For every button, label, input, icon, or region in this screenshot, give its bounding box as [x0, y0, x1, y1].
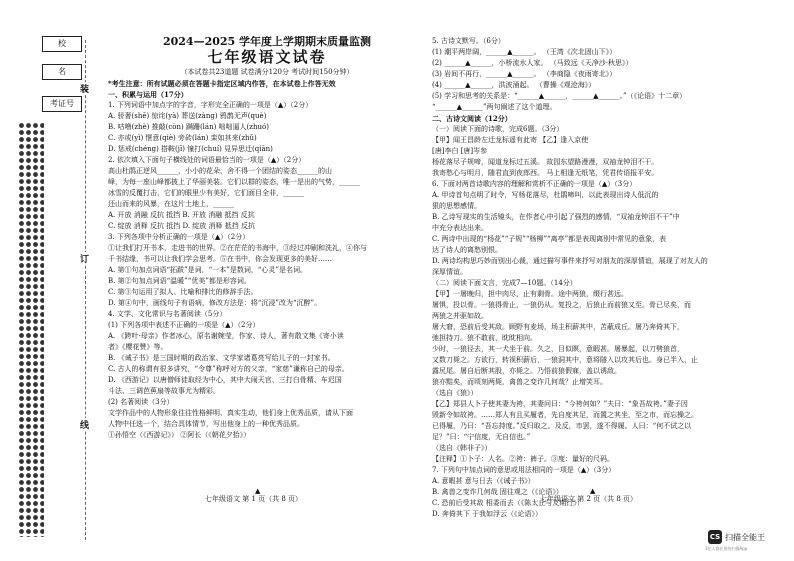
text-line: 还山而来的风暴，在这片土地上，______ [108, 200, 234, 208]
text-line: (4) ______▲______，洪波涌起。 （曹操《观沧海》） [432, 81, 596, 89]
text-line: 杨花落尽子规啼，闻道龙标过五溪。 故园东望路漫漫，双袖龙钟泪不干。 [432, 158, 659, 166]
text-line: (2) ______▲______，小桥流水人家。 （马致远《天净沙·秋思》） [432, 59, 633, 67]
text-line: 文学作品中的人物形象往往性格鲜明、真实生动，他们身上优秀品质，请从下面 [108, 409, 353, 417]
left-footer: 七年级语文 第 1 页（共 8 页） [205, 495, 303, 503]
exam-info: （本试卷共23道题 试卷满分120分 考试时间150分钟） [180, 68, 354, 76]
text-line: (1) 潮平两岸阔，______▲______。 （王湾《次北固山下》） [432, 48, 617, 56]
text-line: 屠惧，投以骨。一狼得骨止，一狼仍从。复投之，后狼止而前狼又至。骨已尽矣，而 [432, 301, 691, 309]
scanner-name: 扫描全能王 [725, 532, 765, 542]
text-line: 高山杜鹃正逆风______，小小的花朵，舍不得一个团结的姿态______的山 [108, 167, 332, 175]
text-line: 弛担持刀。狼不敢前，眈眈相向。 [432, 334, 537, 342]
text-line: C. 第③句运用了拟人、比喻和排比的修辞手法。 [108, 288, 258, 296]
text-line: ①孙悟空（《西游记》） ②阿长（《朝花夕拾》） [108, 431, 251, 439]
text-line: ①让我们打开书本，走进书的世界。②在茫茫的书海中，③经过冲刷和洗礼，④你与 [108, 244, 367, 252]
text-line: 二、古诗文阅读（12分） [432, 114, 512, 123]
left-questions [108, 89, 426, 441]
binding-line [85, 40, 86, 540]
text-line: D. 第④句中，画线句子有语病，修改方法是：将“沉浸”改为“沉醉”。 [108, 299, 322, 307]
text-line: B. 禽兽之变诈几何哉 固往观之（《论语》） [432, 488, 563, 496]
text-line: C. 两诗中出现的“杨花”“子规”“杨柳”“离亭”都是表现离别中常见的意象，表 [432, 235, 667, 243]
binding-mark-ding: 订 [80, 252, 89, 265]
text-line: B. 《诫子书》是三国时期的政治家、文学家诸葛亮写给儿子的一封家书。 [108, 354, 335, 362]
right-footer: 七年级语文 第 2 页（共 8 页） [540, 495, 638, 503]
text-line: C. 恐前后受其敌 相委而去（《陈太丘与友期行》） [432, 499, 584, 507]
text-line: 狠的思想感情。 [432, 202, 481, 210]
text-line: 【注释】①卜子：人名。②袴：裤子。③度：量好的尺码。 [432, 455, 614, 463]
camscanner-logo-icon: CS [708, 530, 722, 544]
text-line: 达了诗人的离愁别恨。 [432, 246, 502, 254]
text-line: B. 第②句加点词语“温暖”“优美”都是形容词。 [108, 277, 251, 285]
text-line: 峰，为每一座山峰都披上了华丽美装。它们以群的姿态，唯一是出的气势，______ [108, 178, 360, 186]
text-line: “______▲______”两句阐述了这个道理。 [432, 103, 557, 111]
name-field: 名 [42, 64, 82, 80]
school-field: 校 [42, 36, 82, 52]
text-line: 露尻尾。屠自后断其股，亦毙之。乃悟前狼假寐，盖以诱敌。 [432, 367, 621, 375]
year-title: 2024—2025 学年度上学期期末质量监测 [162, 36, 372, 47]
text-line: （一）阅读下面的诗歌，完成6题。（3分） [432, 125, 564, 133]
text-line: D. 两诗均构思巧妙而别出心裁，通过描写事件来抒写对朋友的深厚情谊，展现了对友人的 [432, 257, 708, 265]
text-line: A. 骄奢(shē) 惊诧(yà) 葬送(zàng) 鸦鹊无声(què) [108, 112, 267, 120]
text-line: 毁新令如故袴。……郑人有且买履者，先自度其足，而置之其坐，至之市，而忘操之。 [432, 411, 698, 419]
text-line: D. 奔倚其下 于我如浮云（《论语》） [432, 510, 543, 518]
text-line: (5) 学习和思考的关系是：“______▲______，______▲______。”（《论语》十二章） [432, 92, 687, 100]
binding-mark-zhuang: 装 [80, 82, 89, 95]
text-line: 少时，一狼径去，其一犬坐于前。久之，目似瞑，意暇甚。屠暴起，以刀劈狼首， [432, 345, 684, 353]
scanner-watermark [708, 530, 765, 544]
text-line: (1) 下列各项中表述不正确的一项是（▲）（2分） [108, 321, 260, 329]
text-line: C. 亦或(yì) 惬意(qiè) 旁砖(lán) 栾如其来(zhǔ) [108, 134, 257, 142]
text-line: (2) 名著阅读（3分） [108, 398, 174, 406]
text-line: 我寄愁心与明月，随君直到夜郎西。 马上相逢无纸笔，凭君传语报平安。 [432, 169, 659, 177]
text-line: B. 乙诗写现实的生活镜头，在作者心中引起了强烈的感情，“双袖龙钟泪不干”中 [432, 213, 680, 221]
text-line: 屠大窘，恐前后受其敌。顾野有麦场，场主积薪其中，苫蔽成丘。屠乃奔倚其下， [432, 323, 684, 331]
text-line: 深厚情谊。 [432, 268, 467, 276]
text-line: 又数刀毙之。方欲行，转视积薪后，一狼洞其中，意将隧入以攻其后也。身已半入，止 [432, 356, 698, 364]
left-end-marker: ▲ [255, 487, 261, 495]
text-line: （二）阅读下面文言，完成7—10题。（14分） [432, 279, 577, 287]
text-line: B. 咕噜(zhè) 推敲(còn) 蹒跚(lán) 咄咄逼人(zhuó) [108, 123, 269, 131]
text-line: 已得履，乃曰：“吾忘持度。”反归取之。及反，市罢，遂不得履。人曰：“何不试之以 [432, 422, 692, 430]
text-line: 人物中任选一个，结合具体情节，写出他身上的一种优秀品质。 [108, 420, 304, 428]
text-line: 狼亦黠矣，而顷刻两毙，禽兽之变诈几何哉？止增笑耳。 [432, 378, 607, 386]
text-line: [唐]李白 [唐]岑参 [432, 147, 488, 155]
text-line: 者》《樱花赞》等。 [108, 343, 168, 351]
text-line: (3) 岩间不再行，______▲______。 （李商隐《夜雨寄北》） [432, 70, 617, 78]
decorative-dot-pattern [18, 122, 44, 537]
text-line: A. 甲诗首句点明了时令，写杨花落尽，杜鹃啼叫，以此表现出诗人低沉的 [432, 191, 659, 199]
text-line: 千书结缘，书可以让我们学会思考。⑤在书中，你会发现更多的美好…… [108, 255, 332, 263]
text-line: 【甲】一屠晚归，担中肉尽，止有剩骨。途中两狼，缀行甚远。 [432, 290, 628, 298]
left-page [108, 36, 426, 441]
text-line: D. 惩戒(chéng) 搭鞍(jī) 憧打(chuí) 見异思迁(qiān) [108, 145, 273, 153]
text-line: 3. 下列各项中分析正确的一项是（▲）（2分） [108, 233, 250, 241]
text-line: A. 开放 消融 反抗 抵挡 B. 开放 消融 抵挡 反抗 [108, 211, 255, 219]
text-line: 中充分表达出来。 [432, 224, 488, 232]
text-line: 一、积累与运用（17分） [108, 90, 188, 99]
text-line: A. 意暇甚 意与日去（《诫子书》） [432, 477, 535, 485]
text-line: 7. 下列句中加点词的意思或用法相同的一项是（▲）（3分） [432, 466, 616, 474]
binding-mark-xian: 线 [80, 418, 89, 431]
scanner-subtitle: 3亿人都在用的扫描App [705, 546, 748, 551]
exam-number-field: 考证号 [42, 96, 82, 112]
text-line: D. 《西游记》以唐僧师徒取经为中心，其中大闹天宫、三打白骨精、车迟国 [108, 376, 342, 384]
text-line: 【甲】闻王昌龄左迁龙标遥有此寄 【乙】逢入京使 [432, 136, 589, 144]
text-line: A. 《跨叶·母亲》作者冰心，原名谢婉莹，作家、诗人，著有散文集《寄小读 [108, 332, 344, 340]
text-line: 6. 下面对两首诗歌内容的理解和赏析不正确的一项是（▲）（3分） [432, 180, 637, 188]
text-line: C. 古人的称谓有很多讲究，“令尊”称呼对方的父亲，“家慈”谦称自己的母亲。 [108, 365, 349, 373]
text-line: 冰雪的反覆打击，它们的眼里少有美好，它们面目全非，______ [108, 189, 304, 197]
text-line: C. 绽放 消释 反抗 抵挡 D. 绽放 消释 抵挡 反抗 [108, 222, 255, 230]
text-line: 1. 下列词语中加点字的字音，字形完全正确的一项是（▲）（2分） [108, 101, 313, 109]
text-line: 两狼之并驱如故。 [432, 312, 488, 320]
right-end-marker: ▲ [590, 487, 596, 495]
right-questions [432, 36, 754, 520]
text-line: 4. 文学、文化常识与名著阅读（5分） [108, 310, 227, 318]
text-line: 【乙】郑县人卜子使其妻为袴，其妻问曰：“今袴何如？”夫曰：“象吾故袴。”妻子因 [432, 400, 688, 408]
text-line: A. 第①句加点词语“拓跋”是词，“一本”是数词，“心灵”是名词。 [108, 266, 307, 274]
subject-title: 七年级语文试卷 [207, 48, 327, 66]
text-line: （选自《狼》） [432, 389, 478, 397]
text-line: 足？”曰：“宁信度，无自信也。” [432, 433, 531, 441]
exam-note: *考生注意：所有试题必须在答题卡指定区域内作答，在本试卷上作答无效 [108, 79, 336, 88]
text-line: （选自《韩非子》） [432, 444, 492, 452]
right-page [432, 36, 754, 520]
text-line: 斗法、三调芭蕉扇等故事尤为精彩。 [108, 387, 220, 395]
text-line: 2. 依次填入下面句子横线处的词语最恰当的一项是（▲）（2分） [108, 156, 306, 164]
text-line: 5. 古诗文默写。（6分） [432, 37, 505, 45]
